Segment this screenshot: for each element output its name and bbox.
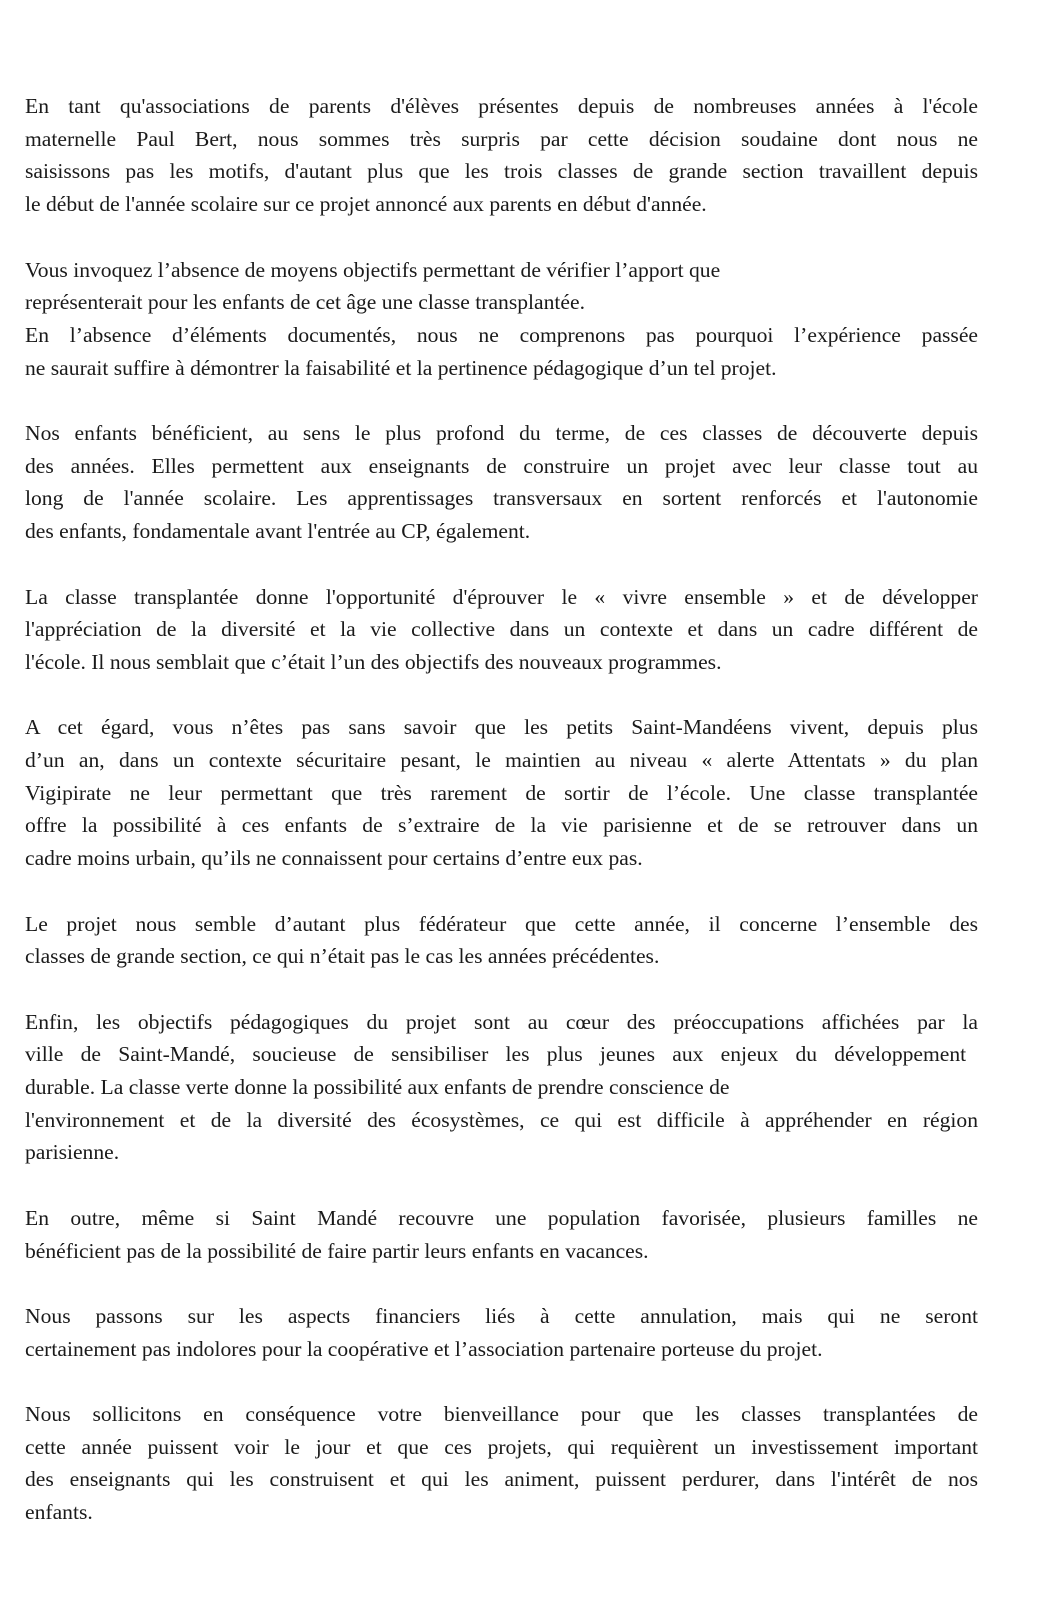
text-line: offre la possibilité à ces enfants de s’extraire de la vie parisienne et de se retrouver dans un bbox=[25, 813, 978, 838]
text-line: représenterait pour les enfants de cet âge une classe transplantée. bbox=[25, 290, 585, 315]
paragraph bbox=[25, 319, 978, 384]
text-line: long de l'année scolaire. Les apprentissages transversaux en sortent renforcés et l'autonomie bbox=[25, 486, 978, 511]
text-line: des années. Elles permettent aux enseignants de construire un projet avec leur classe tout au bbox=[25, 453, 978, 478]
letter-body bbox=[25, 90, 978, 1561]
paragraph bbox=[25, 711, 978, 875]
text-line: A cet égard, vous n’êtes pas sans savoir que les petits Saint-Mandéens vivent, depuis plus bbox=[25, 715, 978, 740]
paragraph bbox=[25, 1300, 978, 1365]
text-line: Nous passons sur les aspects financiers liés à cette annulation, mais qui ne seront bbox=[25, 1303, 978, 1328]
text-line: ville de Saint-Mandé, soucieuse de sensibiliser les plus jeunes aux enjeux du développement bbox=[25, 1042, 967, 1067]
text-line: cadre moins urbain, qu’ils ne connaissent pour certains d’entre eux pas. bbox=[25, 846, 643, 871]
text-line: certainement pas indolores pour la coopérative et l’association partenaire porteuse du projet. bbox=[25, 1336, 823, 1361]
text-line: des enfants, fondamentale avant l'entrée au CP, également. bbox=[25, 519, 531, 544]
paragraph bbox=[25, 1398, 978, 1529]
paragraph bbox=[25, 908, 978, 973]
text-line: En tant qu'associations de parents d'élèves présentes depuis de nombreuses années à l'école bbox=[25, 94, 978, 118]
text-line: le début de l'année scolaire sur ce projet annoncé aux parents en début d'année. bbox=[25, 192, 707, 217]
text-line: parisienne. bbox=[25, 1140, 120, 1165]
text-line: La classe transplantée donne l'opportunité d'éprouver le « vivre ensemble » et de développer bbox=[25, 584, 978, 609]
paragraph bbox=[25, 1006, 978, 1170]
text-line: d’un an, dans un contexte sécuritaire pesant, le maintien au niveau « alerte Attentats » du plan bbox=[25, 748, 978, 772]
text-line: enfants. bbox=[25, 1500, 93, 1525]
text-line: Le projet nous semble d’autant plus fédérateur que cette année, il concerne l’ensemble des bbox=[25, 911, 978, 936]
text-line: En outre, même si Saint Mandé recouvre une population favorisée, plusieurs familles ne bbox=[25, 1205, 978, 1230]
text-line: Vous invoquez l’absence de moyens objectifs permettant de vérifier l’apport que bbox=[25, 257, 721, 282]
text-line: des enseignants qui les construisent et qui les animent, puissent perdurer, dans l'intérêt de nos bbox=[25, 1467, 978, 1492]
text-line: bénéficient pas de la possibilité de faire partir leurs enfants en vacances. bbox=[25, 1238, 649, 1263]
text-line: Vigipirate ne leur permettant que très rarement de sortir de l’école. Une classe transplantée bbox=[25, 780, 978, 805]
text-line: En l’absence d’éléments documentés, nous ne comprenons pas pourquoi l’expérience passée bbox=[25, 322, 978, 347]
text-line: saisissons pas les motifs, d'autant plus que les trois classes de grande section travaillent depuis bbox=[25, 159, 978, 184]
paragraph bbox=[25, 90, 978, 221]
text-line: Enfin, les objectifs pédagogiques du projet sont au cœur des préoccupations affichées par la bbox=[25, 1009, 978, 1034]
text-line: Nous sollicitons en conséquence votre bienveillance pour que les classes transplantées de bbox=[25, 1401, 978, 1426]
paragraph bbox=[25, 1202, 978, 1267]
text-line: Nos enfants bénéficient, au sens le plus profond du terme, de ces classes de découverte depuis bbox=[25, 421, 978, 445]
text-line: l'environnement et de la diversité des écosystèmes, ce qui est difficile à appréhender en région bbox=[25, 1107, 978, 1132]
text-line: l'école. Il nous semblait que c’était l’un des objectifs des nouveaux programmes. bbox=[25, 649, 722, 674]
text-line: maternelle Paul Bert, nous sommes très surpris par cette décision soudaine dont nous ne bbox=[25, 126, 978, 151]
text-line: ne saurait suffire à démontrer la faisabilité et la pertinence pédagogique d’un tel projet. bbox=[25, 355, 777, 380]
text-line: durable. La classe verte donne la possibilité aux enfants de prendre conscience de bbox=[25, 1075, 730, 1099]
paragraph bbox=[25, 417, 978, 548]
text-line: cette année puissent voir le jour et que ces projets, qui requièrent un investissement important bbox=[25, 1434, 978, 1459]
text-line: classes de grande section, ce qui n’était pas le cas les années précédentes. bbox=[25, 944, 660, 969]
paragraph bbox=[25, 254, 978, 319]
paragraph bbox=[25, 581, 978, 679]
text-line: l'appréciation de la diversité et la vie collective dans un contexte et dans un cadre différent de bbox=[25, 617, 978, 642]
